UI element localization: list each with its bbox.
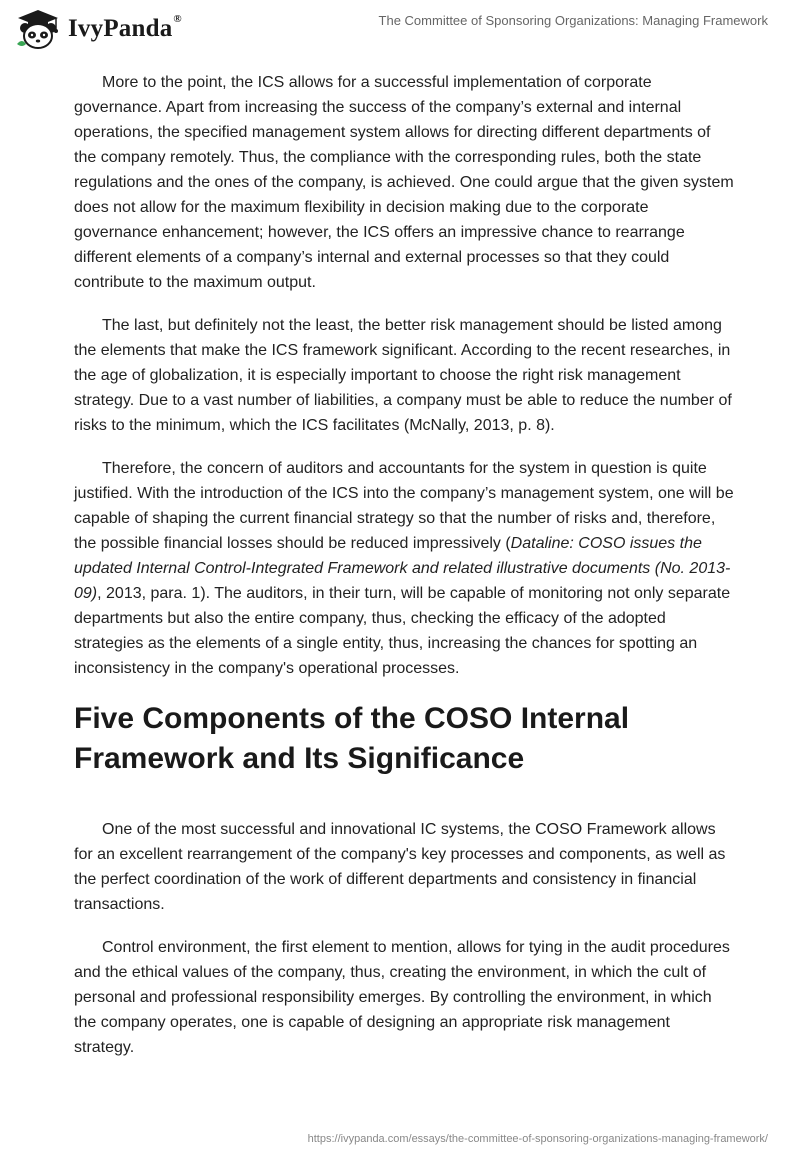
paragraph-risk-management: The last, but definitely not the least, the better risk management should be listed among the elements that make the ICS framework significant. According to the recent researches, in the age of globalization, it is especially important to choose the right risk management strategy. Due to a vast number of liabilities, a company must be able to reduce the number of risks to the minimum, which the ICS facilitates (McNally, 2013, p. 8). [74,317,732,434]
paragraph-control-environment: Control environment, the first element to mention, allows for tying in the audit procedures and the ethical values of the company, thus, creating the environment, in which the cult of personal and professional responsibility emerges. By controlling the environment, in which the company operates, one is capable of designing an appropriate risk management strategy. [74,939,730,1056]
source-url[interactable]: https://ivypanda.com/essays/the-committee-of-sponsoring-organizations-managing-framework/ [307,1133,768,1145]
paragraph-auditors-text-2: , 2013, para. 1). The auditors, in their turn, will be capable of monitoring not only separate departments but also the entire company, thus, checking the efficacy of the adopted strategies as the elements of a single entity, thus, increasing the chances for spotting an inconsistency in the company's operational processes. [74,585,731,677]
section-heading: Five Components of the COSO Internal Framework and Its Significance [74,702,630,775]
page-header [0,0,800,60]
panda-graduate-icon [14,8,62,50]
paragraph-coso-framework: One of the most successful and innovational IC systems, the COSO Framework allows for an excellent rearrangement of the company's key processes and components, as well as the perfect coordination of the work of different departments and consistency in financial transactions. [74,821,726,913]
paragraph-auditors-text-1: Therefore, the concern of auditors and accountants for the system in question is quite justified. With the introduction of the ICS into the company’s management system, one will be capable of shaping the current financial strategy so that the number of risks and, therefore, the possible financial losses should be reduced impressively ( [74,460,734,552]
brand-name: IvyPanda® [68,13,182,42]
document-title: The Committee of Sponsoring Organizations: Managing Framework [378,13,768,28]
essay-content [74,70,734,1078]
paragraph-governance: More to the point, the ICS allows for a successful implementation of corporate governance. Apart from increasing the success of the company’s external and internal operations, the specified management system allows for directing different departments of the company remotely. Thus, the compliance with the corresponding rules, both the state regulations and the ones of the company, is achieved. One could argue that the given system does not allow for the maximum flexibility in decision making due to the corporate governance enhancement; however, the ICS offers an impressive chance to rearrange different elements of a company’s internal and external processes so that they could contribute to the maximum output. [74,74,734,291]
citation-title: Dataline: COSO issues the updated Internal Control-Integrated Framework and related illustrative documents (No. 2013-09) [74,535,731,602]
ivypanda-logo[interactable] [14,8,182,50]
paragraph-auditors [74,456,734,681]
